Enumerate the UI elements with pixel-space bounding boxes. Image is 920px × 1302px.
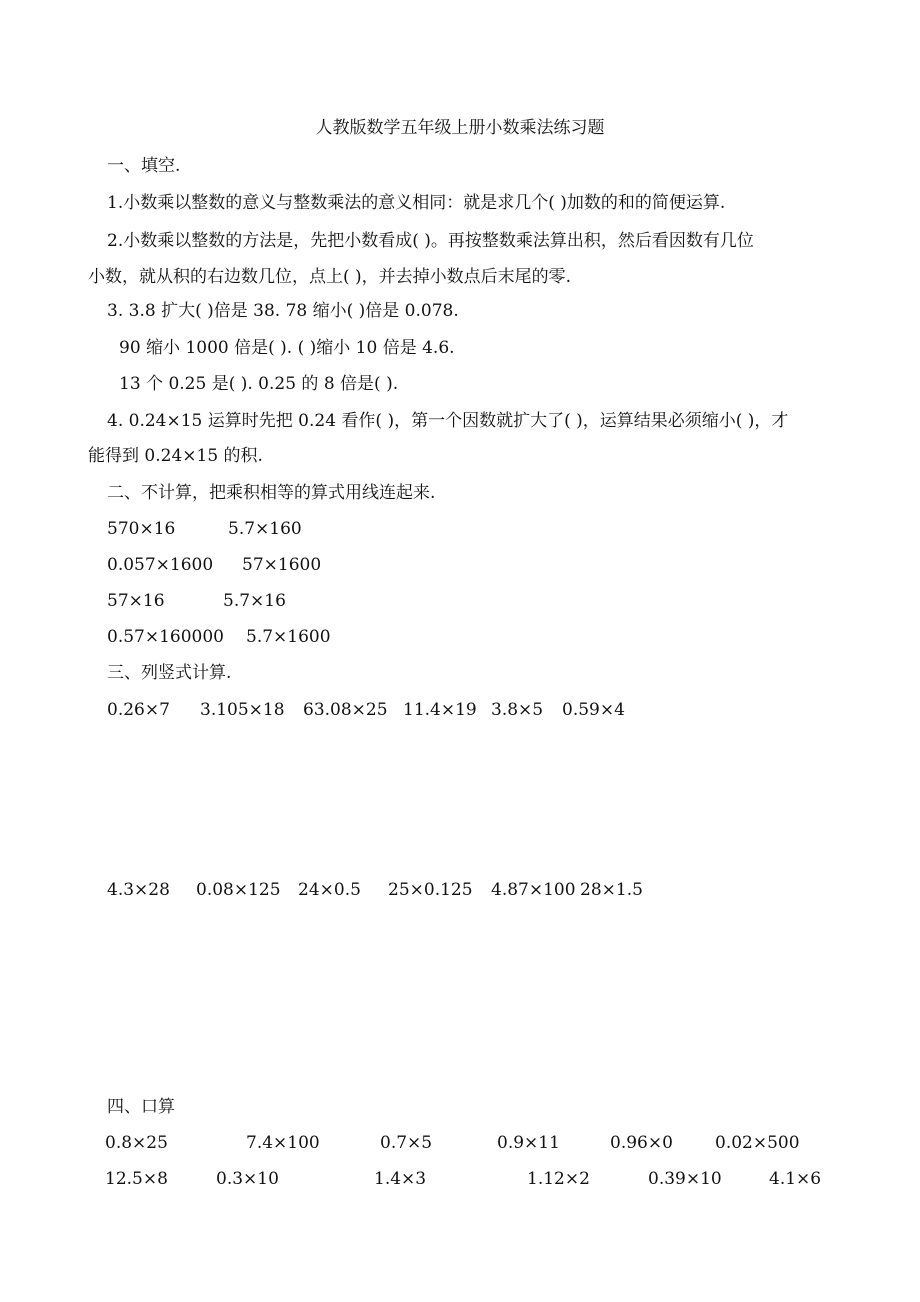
mental-item: 12.5×8 xyxy=(105,1169,168,1189)
mental-item: 7.4×100 xyxy=(246,1133,320,1153)
mental-item: 0.9×11 xyxy=(497,1133,560,1153)
match-right: 5.7×1600 xyxy=(246,627,331,647)
calc-item: 3.105×18 xyxy=(200,700,285,720)
question-3-line-1: 3. 3.8 扩大( )倍是 38. 78 缩小( )倍是 0.078. xyxy=(107,301,459,321)
question-1: 1.小数乘以整数的意义与整数乘法的意义相同：就是求几个( )加数的和的简便运算. xyxy=(107,193,726,213)
question-2-line-1: 2.小数乘以整数的方法是，先把小数看成( )。再按整数乘法算出积，然后看因数有几位 xyxy=(107,231,754,251)
calc-item: 0.08×125 xyxy=(196,880,281,900)
calc-item: 24×0.5 xyxy=(298,880,361,900)
calc-item: 4.3×28 xyxy=(107,880,170,900)
match-left: 0.57×160000 xyxy=(107,627,224,647)
mental-item: 0.02×500 xyxy=(715,1133,800,1153)
question-3-line-3: 13 个 0.25 是( ). 0.25 的 8 倍是( ). xyxy=(119,374,399,394)
calc-item: 0.26×7 xyxy=(107,700,170,720)
mental-item: 1.12×2 xyxy=(527,1169,590,1189)
question-3-line-2: 90 缩小 1000 倍是( ). ( )缩小 10 倍是 4.6. xyxy=(119,338,455,358)
mental-item: 0.7×5 xyxy=(380,1133,433,1153)
match-right: 5.7×160 xyxy=(228,519,302,539)
section-4-heading: 四、口算 xyxy=(107,1097,175,1117)
calc-item: 4.87×100 xyxy=(491,880,576,900)
mental-item: 0.96×0 xyxy=(610,1133,673,1153)
mental-item: 4.1×6 xyxy=(769,1169,822,1189)
page-title: 人教版数学五年级上册小数乘法练习题 xyxy=(315,118,605,138)
match-left: 0.057×1600 xyxy=(107,555,214,575)
question-4-line-1: 4. 0.24×15 运算时先把 0.24 看作( )，第一个因数就扩大了( )，运算结果必须缩小( )，才 xyxy=(107,411,789,431)
match-left: 570×16 xyxy=(107,519,176,539)
mental-item: 0.8×25 xyxy=(105,1133,168,1153)
section-3-heading: 三、列竖式计算. xyxy=(107,663,232,683)
calc-item: 11.4×19 xyxy=(403,700,477,720)
calc-item: 0.59×4 xyxy=(562,700,625,720)
mental-item: 0.39×10 xyxy=(648,1169,722,1189)
question-2-line-2: 小数，就从积的右边数几位，点上( )，并去掉小数点后末尾的零. xyxy=(88,267,572,287)
mental-item: 1.4×3 xyxy=(374,1169,427,1189)
calc-item: 3.8×5 xyxy=(491,700,544,720)
mental-item: 0.3×10 xyxy=(216,1169,279,1189)
match-left: 57×16 xyxy=(107,591,165,611)
section-1-heading: 一、填空. xyxy=(107,156,181,176)
calc-item: 63.08×25 xyxy=(303,700,388,720)
section-2-heading: 二、不计算，把乘积相等的算式用线连起来. xyxy=(107,483,436,503)
calc-item: 25×0.125 xyxy=(388,880,473,900)
match-right: 5.7×16 xyxy=(223,591,286,611)
calc-item: 28×1.5 xyxy=(580,880,643,900)
match-right: 57×1600 xyxy=(242,555,322,575)
question-4-line-2: 能得到 0.24×15 的积. xyxy=(88,446,263,466)
